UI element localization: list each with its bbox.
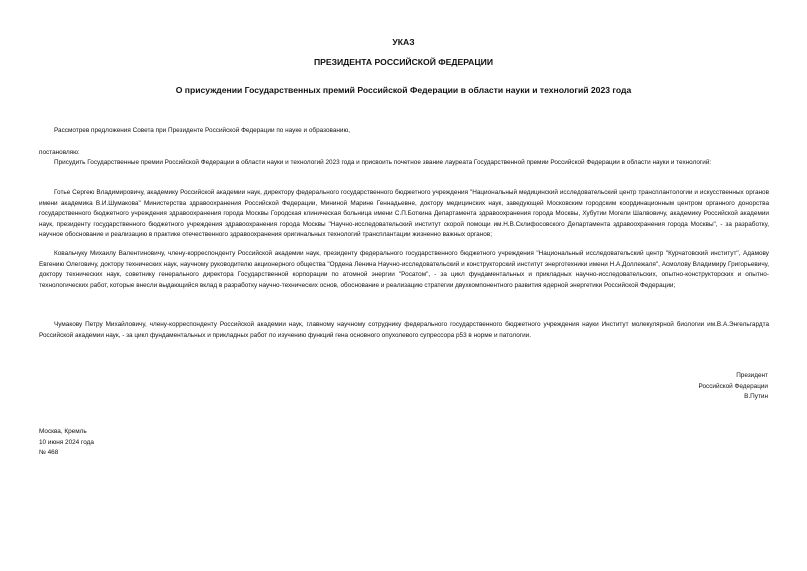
award-paragraph: Готье Сергею Владимировичу, академику Российской академии наук, директору федерального государственного бюджетного учреждения "Национальный медицинский исследовательский центр трансплантологии и искусственных органов имени академика В.И.Шумакова" Министерства здравоохранения Российской Федерации, Мининой Марине Геннадьевне, доктору медицинских наук, заведующей Московским городским координационным центром органного донорства государственного бюджетного учреждения здравоохранения города Москвы Городская клиническая больница имени С.П.Боткина Департамента здравоохранения города Москвы, Хубутии Могели Шалвовичу, академику Российской академии наук, президенту государственного бюджетного учреждения здравоохранения города Москвы "Научно-исследовательский институт скорой помощи им.Н.В.Склифосовского Департамента здравоохранения города Москвы", - за разработку, научное обоснование и реализацию в практике отечественного здравоохранения оригинальных технологий трансплантации жизненно важных органов; xyxy=(39,189,769,239)
place-date-block xyxy=(39,427,94,459)
intro-paragraph: Рассмотрев предложения Совета при Президенте Российской Федерации по науке и образованию, xyxy=(54,127,351,134)
award-paragraph: Ковальчуку Михаилу Валентиновичу, члену-корреспонденту Российской академии наук, президенту федерального государственного бюджетного учреждения "Национальный исследовательский центр "Курчатовский институт", Адамову Евгению Олеговичу, доктору технических наук, научному руководителю акционерного общества "Ордена Ленина Научно-исследовательский и конструкторский институт энерготехники имени Н.А.Доллежаля", Асмолову Владимиру Григорьевичу, доктору технических наук, советнику генерального директора Государственной корпорации по атомной энергии "Росатом", - за цикл фундаментальных и прикладных научно-исследовательских, опытно-конструкторских и опытно-технологических работ, которые внесли выдающийся вклад в разработку научно-технических основ, обоснование и реализацию стратегии двухкомпонентного развития ядерной энергетики Российской Федерации; xyxy=(39,250,769,289)
award-paragraph: Чумакову Петру Михайловичу, члену-корреспонденту Российской академии наук, главному научному сотруднику федерального государственного бюджетного учреждения науки Институт молекулярной биологии им.В.А.Энгельгардта Российской академии наук, - за цикл фундаментальных и прикладных работ по изучению функций гена основного опухолевого супрессора p53 в норме и патологии. xyxy=(39,321,769,339)
document-subtitle: ПРЕЗИДЕНТА РОССИЙСКОЙ ФЕДЕРАЦИИ xyxy=(313,57,494,67)
date-line: 10 июня 2024 года xyxy=(39,438,94,446)
document-heading: О присуждении Государственных премий Российской Федерации в области науки и технологий 2023 года xyxy=(175,85,632,95)
signature-position: Президент xyxy=(736,372,768,379)
document-title: УКАЗ xyxy=(392,37,415,47)
place-line: Москва, Кремль xyxy=(39,428,87,435)
signature-country: Российской Федерации xyxy=(698,382,768,390)
decree-paragraph: Присудить Государственные премии Российской Федерации в области науки и технологий 2023 года и присвоить почетное звание лауреата Государственной премии Российской Федерации в области науки и технологий: xyxy=(54,159,712,166)
decree-number: № 468 xyxy=(39,449,59,457)
signature-block xyxy=(699,371,769,403)
resolves-line: постановляю: xyxy=(39,149,80,156)
signature-name: В.Путин xyxy=(744,393,768,401)
